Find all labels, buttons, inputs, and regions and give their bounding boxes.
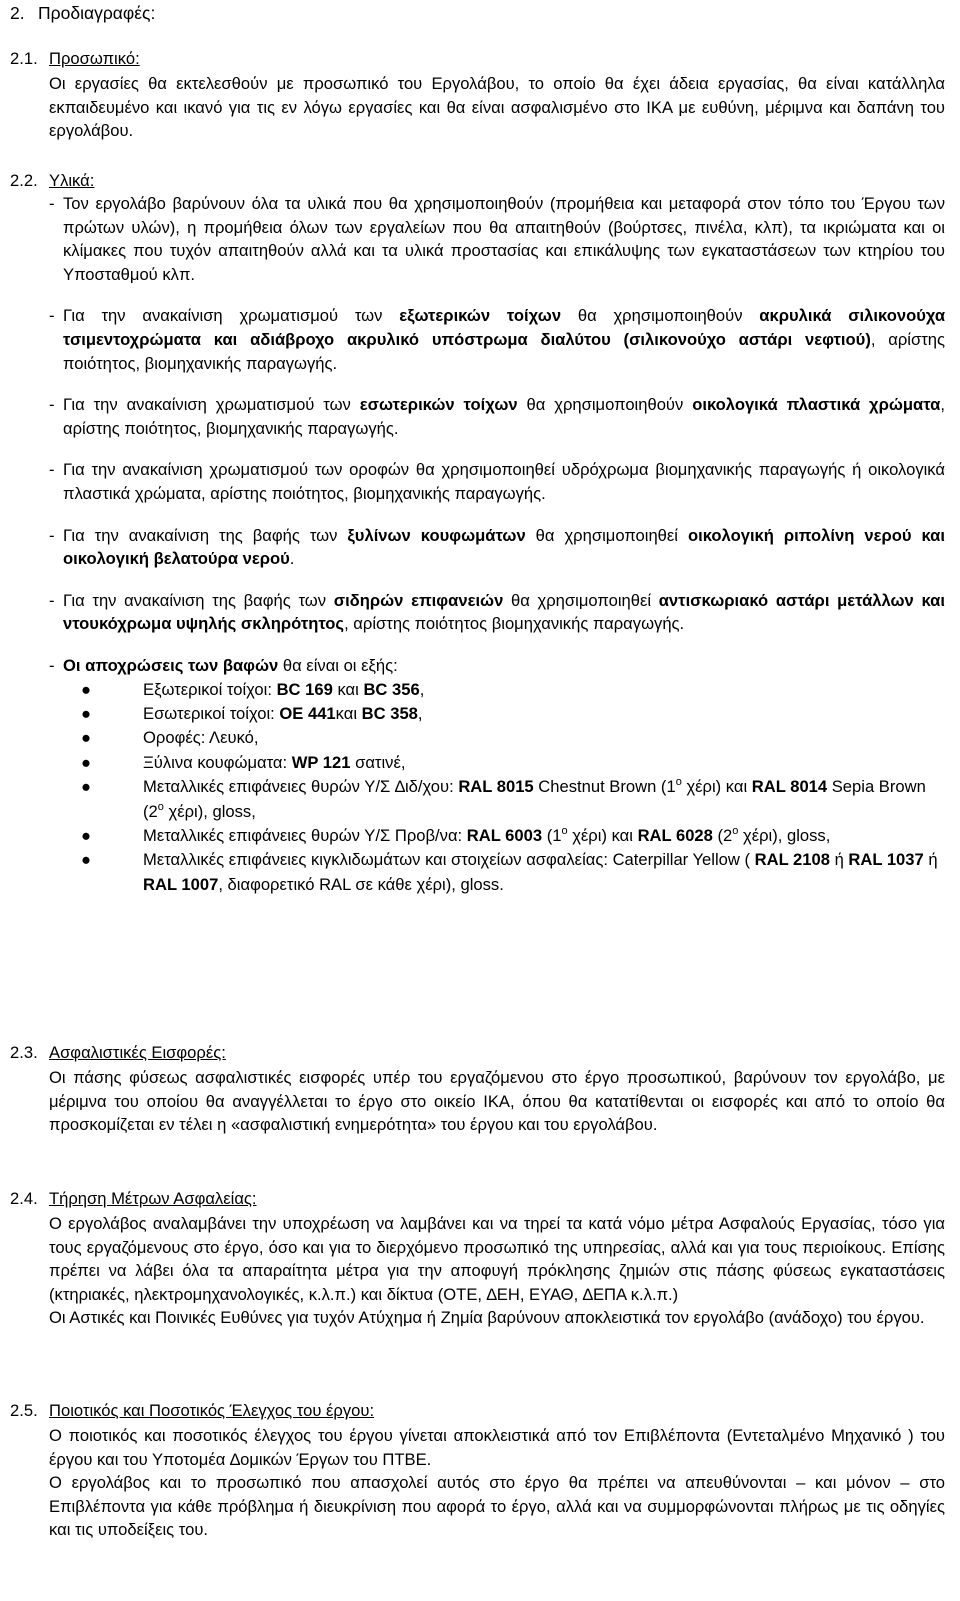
section-materials (10, 168, 950, 897)
section-insurance (10, 1040, 945, 1137)
list-item: ● Μεταλλικές επιφάνειες κιγκλιδωμάτων και στοιχείων ασφαλείας: Caterpillar Yellow ( RAL 2108 ή RAL 1037 ή RAL 1007, διαφορετικό RAL σε κάθε χέρι), gloss. (81, 850, 943, 894)
materials-item-colour-shades: - Οι αποχρώσεις των βαφών θα είναι οι εξής: (49, 655, 398, 675)
safety-liability-paragraph: Οι Αστικές και Ποινικές Ευθύνες για τυχόν Ατύχημα ή Ζημία βαρύνουν αποκλειστικά τον εργολάβο (ανάδοχο) του έργου. (49, 1308, 925, 1328)
subsection-number: 2.1. (10, 49, 38, 68)
materials-item-ceilings: - Για την ανακαίνιση χρωματισμού των οροφών θα χρησιμοποιηθεί υδρόχρωμα βιομηχανικής παραγωγής ή οικολογικά πλαστικά χρώματα, αρίστης ποιότητος, βιομηχανικής παραγωγής. (49, 460, 950, 503)
subsection-title: Τήρηση Μέτρων Ασφαλείας: (49, 1189, 257, 1208)
bullet-icon: ● (81, 777, 92, 797)
subsection-title: Προσωπικό: (49, 49, 140, 68)
bullet-icon: ● (81, 703, 92, 723)
bullet-icon: ● (81, 679, 92, 699)
subsection-number: 2.2. (10, 171, 38, 190)
list-item: ● Εσωτερικοί τοίχοι: ΟΕ 441και BC 358, (63, 702, 945, 726)
safety-paragraph: Ο εργολάβος αναλαμβάνει την υποχρέωση να λαμβάνει και να τηρεί τα κατά νόμο μέτρα Ασφαλούς Εργασίας, τόσο για τους εργαζόμενους στο έργο, όσο και για το διερχόμενο προσωπικό της υπηρεσίας, αλλά και για τους περιοίκους. Επίσης πρέπει να λάβει όλα τα απαραίτητα μέτρα για την αποφυγή πρόκλησης ζημιών στις πάσης φύσεως εγκαταστάσεις (κτηριακές, ηλεκτρομηχανολογικές, κ.λ.π.) και δίκτυα (ΟΤΕ, ∆ΕΗ, ΕΥΑΘ, ∆ΕΠΑ κ.λ.π.) (49, 1214, 945, 1304)
list-item: ● Μεταλλικές επιφάνειες θυρών Υ/Σ ∆ιδ/χου: RAL 8015 Chestnut Brown ($1^o$ χέρι) και RAL 8014 Sepia Brown ($2^o$ χέρι), gloss, (81, 776, 931, 821)
subsection-number: 2.3. (10, 1043, 38, 1062)
bullet-icon: ● (81, 850, 92, 870)
section-number: 2. (10, 3, 25, 23)
subsection-number: 2.5. (10, 1401, 38, 1420)
list-item: ● Ξύλινα κουφώματα: WP 121 σατινέ, (63, 751, 945, 775)
section-personnel (10, 46, 945, 143)
quality-control-paragraph: Ο ποιοτικός και ποσοτικός έλεγχος του έργου γίνεται αποκλειστικά από τον Επιβλέποντα (Εντεταλμένο Μηχανικό ) του έργου και του Υποτομέα ∆ομικών Έργων του ΠΤΒΕ. (49, 1426, 945, 1469)
materials-item-exterior-walls: - Για την ανακαίνιση χρωματισμού των εξωτερικών τοίχων θα χρησιμοποιηθούν ακρυλικά σιλικονούχα τσιμεντοχρώματα και αδιάβροχο ακρυλικό υπόστρωμα διαλύτου (σιλικονούχο αστάρι νεφτιού), αρίστης ποιότητος, βιομηχανικής παραγωγής. (49, 306, 950, 373)
bullet-icon: ● (81, 728, 92, 748)
subsection-title: Ποιοτικός και Ποσοτικός Έλεγχος του έργου: (49, 1401, 375, 1420)
subsection-title: Ασφαλιστικές Εισφορές: (49, 1043, 226, 1062)
materials-item-wooden-frames: - Για την ανακαίνιση της βαφής των ξυλίνων κουφωμάτων θα χρησιμοποιηθεί οικολογική ριπολίνη νερού και οικολογική βελατούρα νερού. (49, 525, 945, 569)
materials-item-general: - Τον εργολάβο βαρύνουν όλα τα υλικά που θα χρησιμοποιηθούν (προμήθεια και μεταφορά στον τόπο του Έργου των πρώτων υλών), η προμήθεια όλων των εργαλείων που θα απαιτηθούν (βούρτσες, πινέλα, κλπ), τα ικριώματα και οι κλίμακες που τυχόν απαιτηθούν αλλά και τα υλικά προστασίας και επικάλυψης των εγκαταστάσεων των κτηρίου του Υποσταθμού κλπ. (49, 194, 950, 284)
bullet-icon: ● (81, 825, 92, 845)
list-item: ● Μεταλλικές επιφάνειες θυρών Υ/Σ Προβ/να: RAL 6003 ($1^o$ χέρι) και RAL 6028 ($2^o$ χέρι), gloss, (63, 824, 945, 848)
quality-control-contact-paragraph: Ο εργολάβος και το προσωπικό που απασχολεί αυτός στο έργο θα πρέπει να απευθύνονται – και μόνον – στο Επιβλέποντα για κάθε πρόβλημα ή διευκρίνιση που αφορά το έργο, αλλά και να συμμορφώνονται πλήρως με τις οδηγίες και τις υποδείξεις του. (49, 1473, 945, 1540)
section-title: Προδιαγραφές: (38, 3, 156, 23)
insurance-paragraph: Οι πάσης φύσεως ασφαλιστικές εισφορές υπέρ του εργαζόμενου στο έργο προσωπικού, βαρύνουν τον εργολάβο, με μέριμνα του οποίου θα αναγγέλλεται το έργο στο οικείο ΙΚΑ, όπου θα κατατίθενται οι εισφορές και από το οποίο θα προσκομίζεται εν τέλει η «ασφαλιστική ενημερότητα» του έργου και του εργολάβου. (49, 1068, 945, 1135)
list-item: ● Οροφές: Λευκό, (63, 726, 945, 750)
list-item: ● Εξωτερικοί τοίχοι: BC 169 και BC 356, (63, 678, 945, 702)
section-safety (10, 1186, 945, 1330)
section-quality-control (10, 1398, 945, 1542)
subsection-title: Υλικά: (49, 171, 95, 190)
colour-shades-list (63, 678, 945, 898)
subsection-number: 2.4. (10, 1189, 38, 1208)
section-heading (10, 0, 155, 26)
bullet-icon: ● (81, 752, 92, 772)
materials-item-interior-walls: - Για την ανακαίνιση χρωματισμού των εσωτερικών τοίχων θα χρησιμοποιηθούν οικολογικά πλαστικά χρώματα, αρίστης ποιότητος, βιομηχανικής παραγωγής. (49, 395, 950, 438)
materials-item-iron-surfaces: - Για την ανακαίνιση της βαφής των σιδηρών επιφανειών θα χρησιμοποιηθεί αντισκωριακό αστάρι μετάλλων και ντουκόχρωμα υψηλής σκληρότητος, αρίστης ποιότητος βιομηχανικής παραγωγής. (49, 590, 945, 634)
personnel-paragraph: Οι εργασίες θα εκτελεσθούν με προσωπικό του Εργολάβου, το οποίο θα έχει άδεια εργασίας, θα είναι κατάλληλα εκπαιδευμένο και ικανό για τις εν λόγω εργασίες και θα είναι ασφαλισμένο στο ΙΚΑ με ευθύνη, μέριμνα και δαπάνη του εργολάβου. (49, 74, 945, 141)
